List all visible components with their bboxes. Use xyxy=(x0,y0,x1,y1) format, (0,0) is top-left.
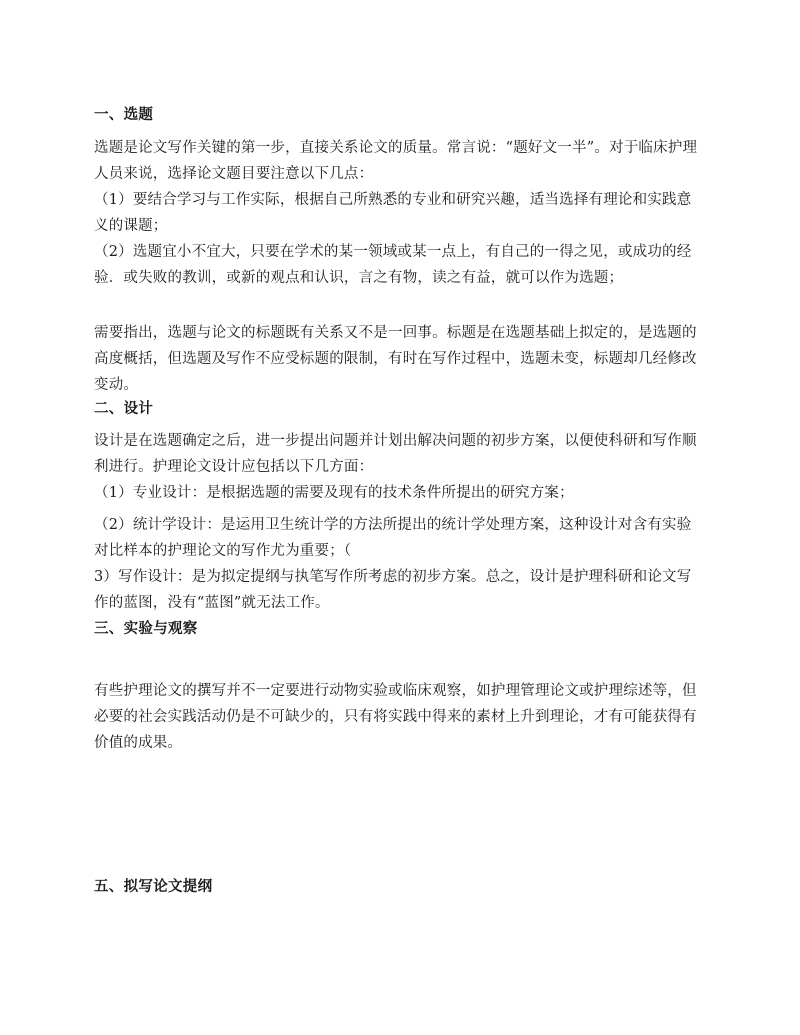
section-heading-design: 二、设计 xyxy=(94,400,154,417)
section-heading-topic-selection: 一、选题 xyxy=(94,106,154,123)
paragraph-design-professional: （1）专业设计：是根据选题的需要及现有的技术条件所提出的研究方案； xyxy=(94,485,574,501)
section-heading-experiment: 三、实验与观察 xyxy=(94,620,198,637)
paragraph-design-intro: 设计是在选题确定之后，进一步提出问题并计划出解决问题的初步方案，以便使科研和写作顺利进行。护理论文设计应包括以下几方面： xyxy=(94,433,697,475)
paragraph-title-note: 需要指出，选题与论文的标题既有关系又不是一回事。标题是在选题基础上拟定的，是选题的高度概括，但选题及写作不应受标题的限制，有时在写作过程中，选题未变，标题却几经修改变动。 xyxy=(94,325,697,393)
paragraph-topic-point-2: （2）选题宜小不宜大，只要在学术的某一领域或某一点上，有自己的一得之见，或成功的经验．或失败的教训，或新的观点和认识，言之有物，读之有益，就可以作为选题； xyxy=(94,244,692,286)
paragraph-topic-point-1: （1）要结合学习与工作实际，根据自己所熟悉的专业和研究兴趣，适当选择有理论和实践意义的课题； xyxy=(94,192,692,234)
paragraph-design-statistical: （2）统计学设计：是运用卫生统计学的方法所提出的统计学处理方案，这种设计对含有实验对比样本的护理论文的写作尤为重要；（ xyxy=(94,517,692,559)
paragraph-topic-intro: 选题是论文写作关键的第一步，直接关系论文的质量。常言说：“题好文一半”。对于临床护理人员来说，选择论文题目要注意以下几点： xyxy=(94,140,698,182)
paragraph-experiment: 有些护理论文的撰写并不一定要进行动物实验或临床观察，如护理管理论文或护理综述等，但必要的社会实践活动仍是不可缺少的，只有将实践中得来的素材上升到理论，才有可能获得有价值的成果。 xyxy=(94,683,697,751)
section-heading-outline: 五、拟写论文提纲 xyxy=(94,878,213,895)
paragraph-design-writing: 3）写作设计：是为拟定提纲与执笔写作所考虑的初步方案。总之，设计是护理科研和论文写作的蓝图，没有“蓝图”就无法工作。 xyxy=(94,569,692,611)
